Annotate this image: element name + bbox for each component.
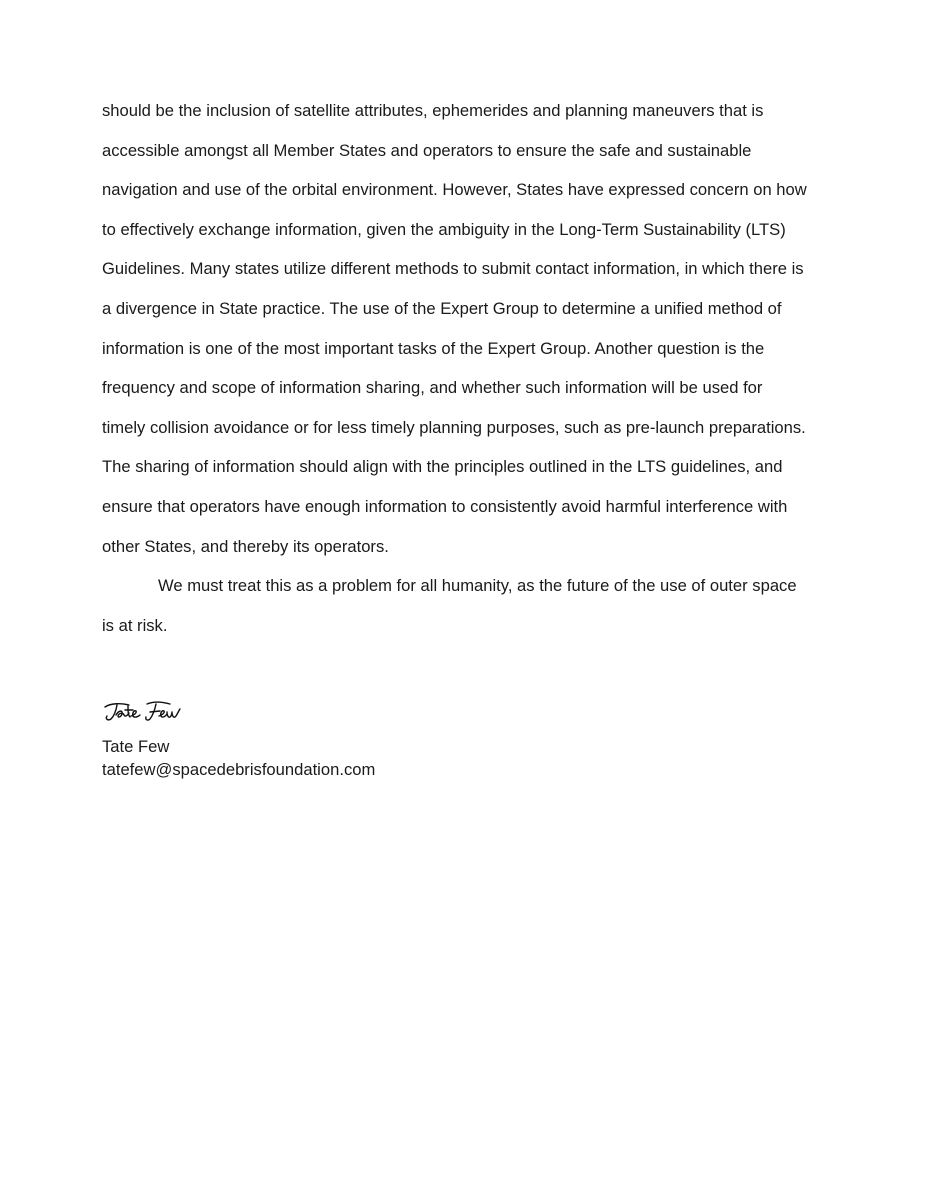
signer-email: tatefew@spacedebrisfoundation.com: [102, 760, 376, 779]
paragraph-line: information is one of the most important tasks of the Expert Group. Another question is the: [102, 338, 765, 358]
handwritten-signature: [102, 694, 202, 730]
paragraph-line: Guidelines. Many states utilize different methods to submit contact information, in which there is: [102, 259, 804, 279]
signature-block: [102, 694, 502, 781]
paragraph-line: a divergence in State practice. The use of the Expert Group to determine a unified method of: [102, 298, 782, 318]
paragraph-line: other States, and thereby its operators.: [102, 536, 389, 556]
paragraph-line: frequency and scope of information sharing, and whether such information will be used for: [102, 378, 763, 398]
paragraph-line: accessible amongst all Member States and operators to ensure the safe and sustainable: [102, 140, 752, 160]
letter-body: [102, 91, 842, 645]
paragraph-line: navigation and use of the orbital environment. However, States have expressed concern on how: [102, 180, 807, 200]
paragraph-line: to effectively exchange information, given the ambiguity in the Long-Term Sustainability (LTS): [102, 219, 786, 239]
signer-name: Tate Few: [102, 737, 170, 756]
paragraph-1: [102, 91, 842, 566]
paragraph-line: timely collision avoidance or for less timely planning purposes, such as pre-launch preparations.: [102, 417, 806, 437]
paragraph-line: should be the inclusion of satellite attributes, ephemerides and planning maneuvers that is: [102, 101, 764, 120]
paragraph-line: The sharing of information should align with the principles outlined in the LTS guidelines, and: [102, 457, 783, 477]
paragraph-line: is at risk.: [102, 615, 168, 635]
paragraph-line: ensure that operators have enough information to consistently avoid harmful interference with: [102, 496, 788, 516]
paragraph-line: We must treat this as a problem for all humanity, as the future of the use of outer space: [158, 576, 797, 596]
paragraph-2: [102, 566, 842, 645]
